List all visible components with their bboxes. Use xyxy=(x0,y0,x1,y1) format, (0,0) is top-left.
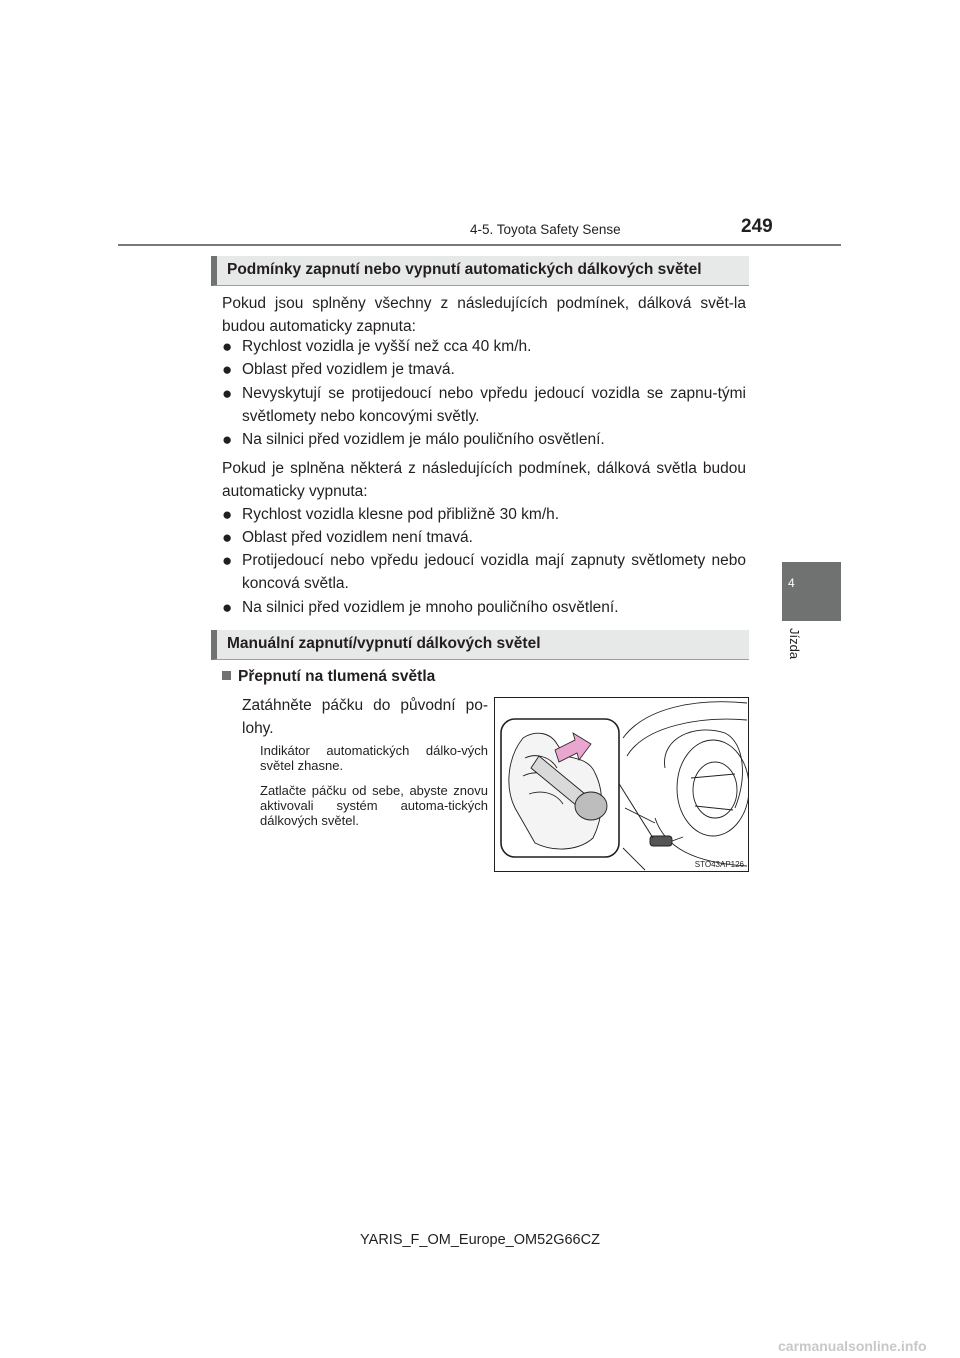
list-item xyxy=(222,596,746,619)
figure-code: STO43AP126 xyxy=(694,860,744,869)
chapter-tab-number: 4 xyxy=(788,576,795,590)
list-item xyxy=(222,358,746,381)
header-rule xyxy=(118,244,841,246)
square-bullet-icon xyxy=(222,671,231,680)
section-heading-text: Manuální zapnutí/vypnutí dálkových světel xyxy=(227,635,541,652)
bullet-icon: ● xyxy=(222,360,233,379)
list-item xyxy=(222,382,746,428)
note-text: Zatlačte páčku od sebe, abyste znovu aktivovali systém automa-tických dálkových světel. xyxy=(260,783,488,828)
bullet-icon: ● xyxy=(222,430,233,449)
list-item-text: Na silnici před vozidlem je mnoho pouličního osvětlení. xyxy=(242,599,619,616)
chapter-side-label: Jízda xyxy=(787,628,802,660)
section-heading-text: Podmínky zapnutí nebo vypnutí automatických dálkových světel xyxy=(227,261,702,278)
bullet-icon: ● xyxy=(222,528,233,547)
list-item-text: Na silnici před vozidlem je málo pouličního osvětlení. xyxy=(242,431,605,448)
instruction-paragraph: Zatáhněte páčku do původní po-lohy. xyxy=(242,697,488,737)
chapter-title: 4-5. Toyota Safety Sense xyxy=(470,222,621,237)
subheading xyxy=(222,668,435,686)
bullet-icon: ● xyxy=(222,598,233,617)
list-item-text: Rychlost vozidla je vyšší než cca 40 km/h. xyxy=(242,338,532,355)
list-item-text: Oblast před vozidlem není tmavá. xyxy=(242,529,473,546)
list-item xyxy=(222,503,746,526)
section-heading-conditions xyxy=(211,256,749,286)
list-item xyxy=(222,549,746,595)
section-heading-manual xyxy=(211,630,749,660)
bullet-icon: ● xyxy=(222,337,233,356)
list-item-text: Nevyskytují se protijedoucí nebo vpředu jedoucí vozidla se zapnu-tými světlomety nebo koncovými světly. xyxy=(242,385,746,425)
bullet-icon: ● xyxy=(222,384,233,403)
list-item xyxy=(222,335,746,358)
page-number: 249 xyxy=(741,216,773,237)
chapter-side-tab xyxy=(782,562,841,621)
list-item-text: Protijedoucí nebo vpředu jedoucí vozidla mají zapnuty světlomety nebo koncová světla. xyxy=(242,552,746,592)
list-item xyxy=(222,526,746,549)
subheading-text: Přepnutí na tlumená světla xyxy=(238,668,436,685)
bullet-icon: ● xyxy=(222,551,233,570)
list-item-text: Rychlost vozidla klesne pod přibližně 30 km/h. xyxy=(242,506,560,523)
document-id: YARIS_F_OM_Europe_OM52G66CZ xyxy=(360,1232,600,1248)
list-item-text: Oblast před vozidlem je tmavá. xyxy=(242,361,455,378)
list-item xyxy=(222,428,746,451)
intro-off-paragraph: Pokud je splněna některá z následujících podmínek, dálková světla budou automaticky vypnuta: xyxy=(222,460,746,500)
intro-on-paragraph: Pokud jsou splněny všechny z následujících podmínek, dálková svět-la budou automaticky zapnuta: xyxy=(222,295,746,335)
note-text: Indikátor automatických dálko-vých světel zhasne. xyxy=(260,743,488,773)
bullet-icon: ● xyxy=(222,505,233,524)
lever-diagram xyxy=(495,698,748,871)
watermark: carmanualsonline.info xyxy=(778,1338,927,1354)
lever-illustration xyxy=(494,697,749,872)
